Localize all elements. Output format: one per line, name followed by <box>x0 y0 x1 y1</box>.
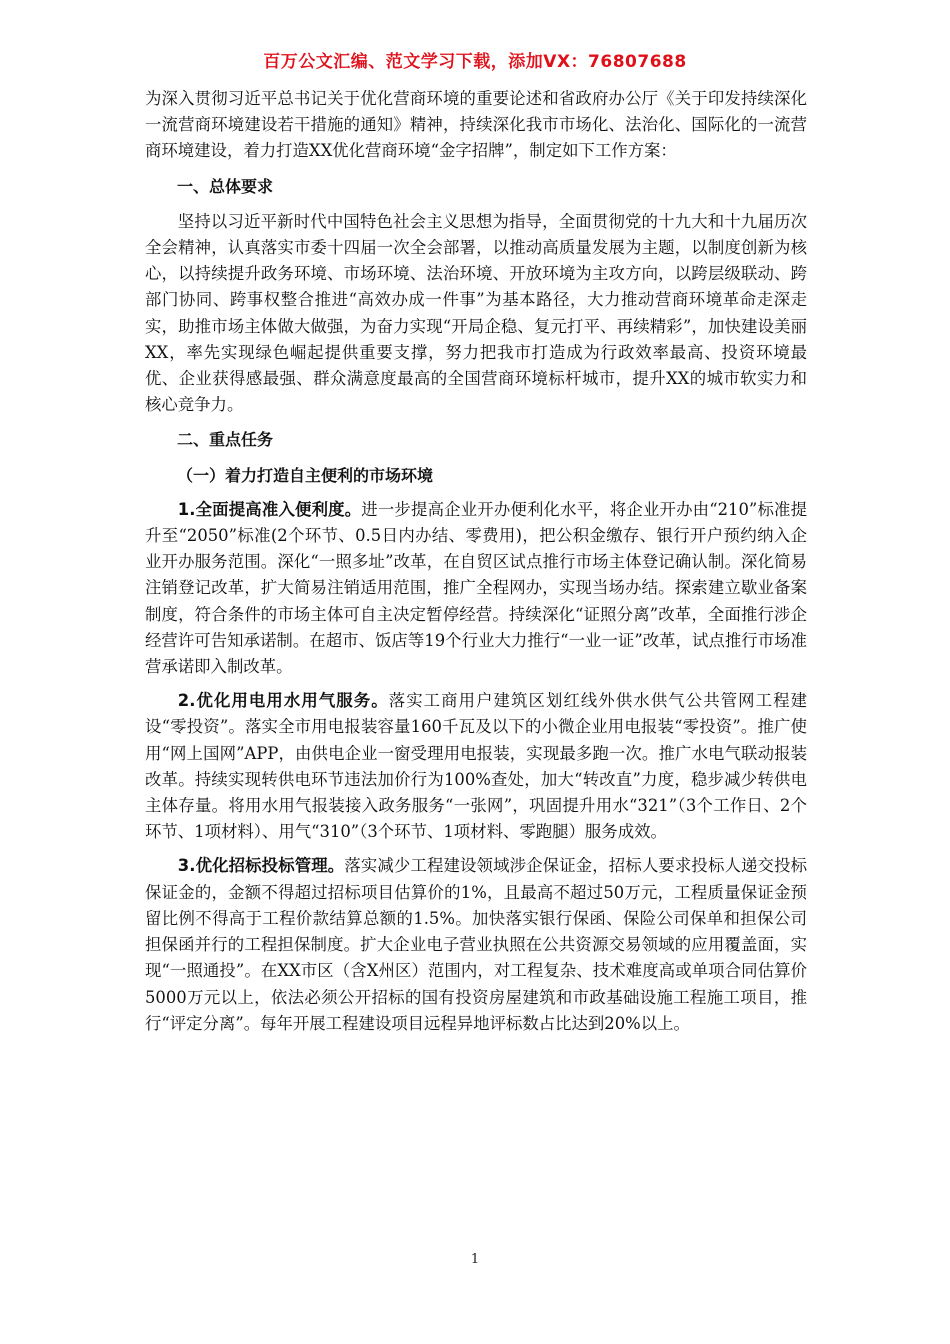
task-paragraph-1 <box>145 497 807 680</box>
subsection-heading-market-environment: （一）着力打造自主便利的市场环境 <box>177 465 434 485</box>
page-number: 1 <box>470 1252 480 1267</box>
task-paragraph-3 <box>145 853 807 1036</box>
task-text-3: 落实减少工程建设领域涉企保证金，招标人要求投标人递交投标保证金的，金额不得超过招标项目估算价的1%，且最高不超过50万元，工程质量保证金预留比例不得高于工程价款结算总额的1.5%。加快落实银行保函、保险公司保单和担保公司担保函并行的工程担保制度。扩大企业电子营业执照在公共资源交易领域的应用覆盖面，实现“一照通投”。在XX市区（含X州区）范围内，对工程复杂、技术难度高或单项合同估算价5000万元以上，依法必须公开招标的国有投资房屋建筑和市政基础设施工程施工项目，推行“评定分离”。每年开展工程建设项目远程异地评标数占比达到20%以上。 <box>145 856 807 1033</box>
document-body <box>145 86 807 1045</box>
task-title-2: 2.优化用电用水用气服务。 <box>177 691 389 711</box>
task-title-3: 3.优化招标投标管理。 <box>177 856 345 876</box>
watermark-banner: 百万公文汇编、范文学习下载，添加VX：76807688 <box>263 52 687 72</box>
task-text-2: 落实工商用户建筑区划红线外供水供气公共管网工程建设“零投资”。落实全市用电报装容量160千瓦及以下的小微企业用电报装“零投资”。推广使用“网上国网”APP，由供电企业一窗受理用电报装，实现最多跑一次。推广水电气联动报装改革。持续实现转供电环节违法加价行为100%查处，加大“转改直”力度，稳步减少转供电主体存量。将用水用气报装接入政务服务“一张网”，巩固提升用水“321”（3个工作日、2个环节、1项材料）、用气“310”（3个环节、1项材料、零跑腿）服务成效。 <box>145 691 807 842</box>
intro-paragraph: 为深入贯彻习近平总书记关于优化营商环境的重要论述和省政府办公厅《关于印发持续深化一流营商环境建设若干措施的通知》精神，持续深化我市市场化、法治化、国际化的一流营商环境建设，着力打造XX优化营商环境“金字招牌”，制定如下工作方案： <box>145 89 807 161</box>
section-heading-general-requirements: 一、总体要求 <box>177 176 274 196</box>
general-requirements-paragraph: 坚持以习近平新时代中国特色社会主义思想为指导，全面贯彻党的十九大和十九届历次全会精神，认真落实市委十四届一次全会部署，以推动高质量发展为主题，以制度创新为核心，以持续提升政务环境、市场环境、法治环境、开放环境为主攻方向，以跨层级联动、跨部门协同、跨事权整合推进“高效办成一件事”为基本路径，大力推动营商环境革命走深走实，助推市场主体做大做强，为奋力实现“开局企稳、复元打平、再续精彩”，加快建设美丽XX，率先实现绿色崛起提供重要支撑，努力把我市打造成为行政效率最高、投资环境最优、企业获得感最强、群众满意度最高的全国营商环境标杆城市，提升XX的城市软实力和核心竞争力。 <box>145 211 807 415</box>
section-heading-key-tasks: 二、重点任务 <box>177 430 274 450</box>
task-paragraph-2 <box>145 688 807 845</box>
task-text-1: 进一步提高企业开办便利化水平，将企业开办由“210”标准提升至“2050”标准(2个环节、0.5日内办结、零费用)，把公积金缴存、银行开户预约纳入企业开办服务范围。深化“一照多址”改革，在自贸区试点推行市场主体登记确认制。深化简易注销登记改革，扩大简易注销适用范围，推广全程网办，实现当场办结。探索建立歇业备案制度，符合条件的市场主体可自主决定暂停经营。持续深化“证照分离”改革，全面推行涉企经营许可告知承诺制。在超市、饭店等19个行业大力推行“一业一证”改革，试点推行市场准营承诺即入制改革。 <box>145 499 807 677</box>
task-title-1: 1.全面提高准入便利度。 <box>177 499 362 519</box>
